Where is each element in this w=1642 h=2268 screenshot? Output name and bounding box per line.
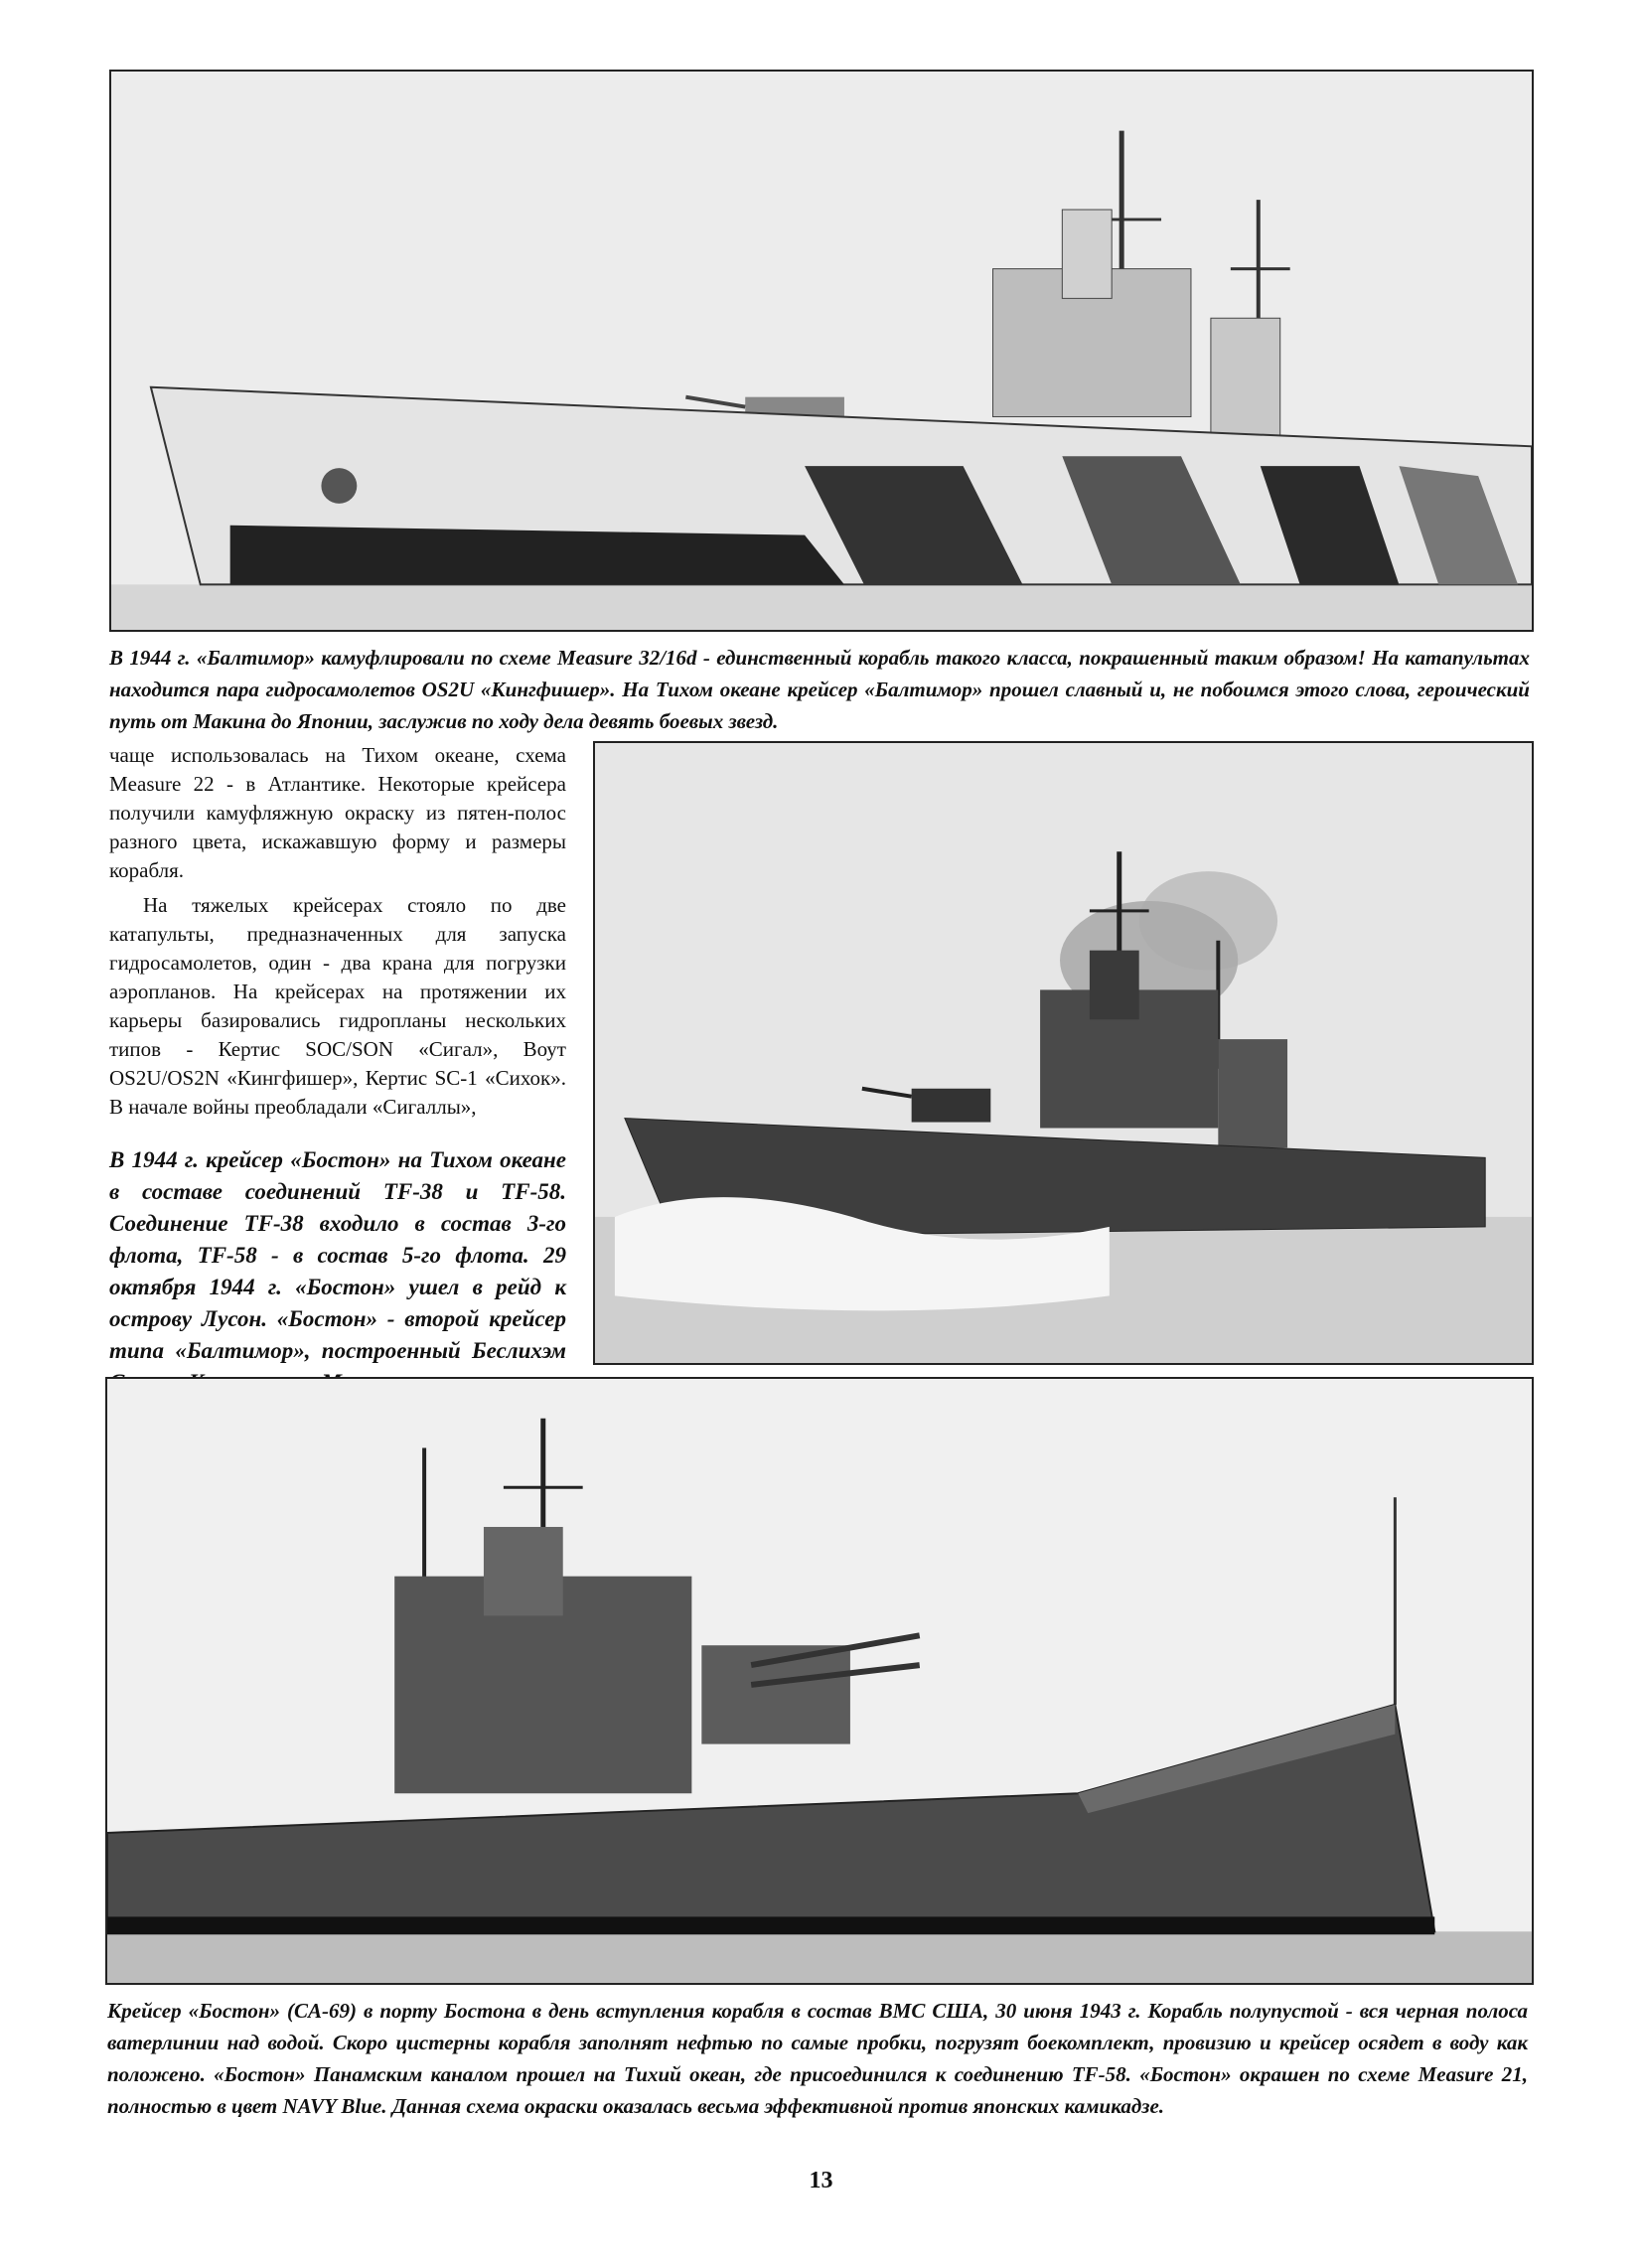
ship-illustration bbox=[111, 72, 1532, 630]
photo-boston-port bbox=[105, 1377, 1534, 1985]
photo-boston-underway bbox=[593, 741, 1534, 1365]
photo-baltimore-camouflage bbox=[109, 70, 1534, 632]
caption-boston-port: Крейсер «Бостон» (CA-69) в порту Бостона в день вступления корабля в состав ВМС США, 30 июня 1943 г. Корабль полупустой - вся черная полоса ватерлинии над водой. Скоро цистерны корабля заполнят нефтью по самые пробки, погрузят боекомплект, провизию и крейсер осядет в воду как положено. «Бостон» Панамским каналом прошел на Тихий океан, где присоединился к соединению TF-58. «Бостон» окрашен по схеме Measure 21, полностью в цвет NAVY Blue. Данная схема окраски оказалась весьма эффективной против японских камикадзе. bbox=[107, 1999, 1528, 2118]
ship-illustration bbox=[107, 1379, 1532, 1983]
body-paragraph-2: На тяжелых крейсерах стояло по две катапульты, предназначенных для запуска гидросамолетов, один - два крана для погрузки аэропланов. На крейсерах на протяжении их карьеры базировались гидропланы нескольких типов - Кертис SOC/SON «Сигал», Воут OS2U/OS2N «Кингфишер», Кертис SC-1 «Сихок». В начале войны преобладали «Сигаллы», bbox=[109, 893, 566, 1119]
body-paragraph-1: чаще использовалась на Тихом океане, схема Measure 22 - в Атлантике. Некоторые крейсера получили камуфляжную окраску из пятен-полос разного цвета, искажавшую форму и размеры корабля. bbox=[109, 743, 566, 882]
caption-boston-underway: В 1944 г. крейсер «Бостон» на Тихом океане в составе соединений TF-38 и TF-58. Соединение TF-38 входило в состав 3-го флота, TF-58 - в состав 5-го флота. 29 октября 1944 г. «Бостон» ушел в рейд к острову Лусон. «Бостон» - второй крейсер типа «Балтимор», построенный Беслихэм bbox=[109, 1147, 566, 1363]
ship-illustration bbox=[595, 743, 1532, 1363]
page-number: 13 bbox=[809, 2168, 833, 2193]
caption-baltimore: В 1944 г. «Балтимор» камуфлировали по схеме Measure 32/16d - единственный корабль такого класса, покрашенный таким образом! На катапультах находится пара гидросамолетов OS2U «Кингфишер». На Тихом океане крейсер «Балтимор» прошел славный и, не побоимся этого слова, героический путь от Макина до Японии, заслужив по ходу дела девять боевых звезд. bbox=[109, 646, 1530, 733]
article-body bbox=[109, 741, 566, 1122]
